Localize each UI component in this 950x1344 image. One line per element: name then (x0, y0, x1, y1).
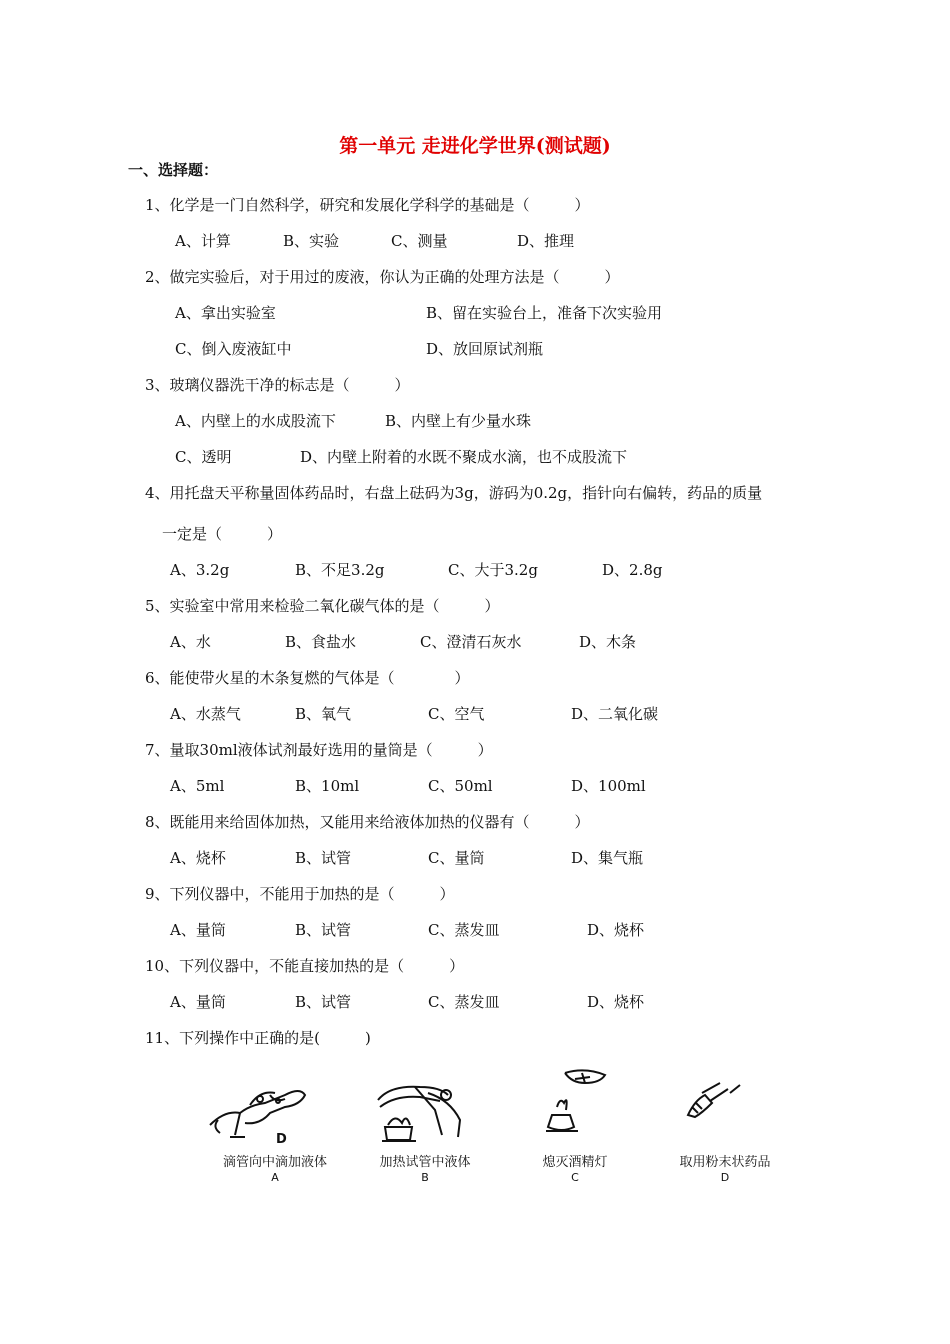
powder-reagent-illustration (640, 1065, 810, 1155)
figure-heating-test-tube (340, 1065, 510, 1195)
option: C、空气 (428, 705, 485, 723)
option: C、蒸发皿 (428, 993, 500, 1011)
figure-mark: D (276, 1132, 287, 1147)
figure-letter: B (421, 1171, 429, 1184)
question-stem: 5、实验室中常用来检验二氧化碳气体的是（ ） (145, 597, 500, 615)
option: B、实验 (283, 232, 340, 250)
option: C、蒸发皿 (428, 921, 500, 939)
option: A、3.2g (170, 561, 230, 579)
figure-powder-reagent (640, 1065, 810, 1195)
figure-caption: 滴管向中滴加液体 (222, 1155, 327, 1170)
option: D、木条 (579, 633, 637, 651)
option: A、计算 (175, 232, 231, 250)
figure-dropper (190, 1065, 360, 1195)
section-heading: 一、选择题： (128, 161, 219, 179)
figure-caption: 加热试管中液体 (379, 1155, 471, 1170)
alcohol-lamp-illustration (490, 1065, 660, 1155)
option: C、测量 (391, 232, 448, 250)
option: D、推理 (517, 232, 575, 250)
option: B、氧气 (295, 705, 352, 723)
question-stem: 1、化学是一门自然科学，研究和发展化学科学的基础是（ ） (145, 196, 590, 214)
option: B、内壁上有少量水珠 (385, 412, 532, 430)
page-title: 第一单元 走进化学世界(测试题) (339, 135, 611, 157)
option: A、水蒸气 (170, 705, 241, 723)
option: A、5ml (170, 777, 225, 795)
test-tube-heating-illustration (340, 1065, 510, 1155)
option: C、澄清石灰水 (420, 633, 522, 651)
option: B、留在实验台上，准备下次实验用 (426, 304, 663, 322)
option: A、烧杯 (170, 849, 226, 867)
option: C、倒入废液缸中 (175, 340, 292, 358)
option: D、二氧化碳 (571, 705, 659, 723)
option: D、100ml (571, 777, 646, 795)
option: A、内壁上的水成股流下 (175, 412, 336, 430)
option: D、烧杯 (587, 993, 645, 1011)
option: B、10ml (295, 777, 360, 795)
option: B、食盐水 (285, 633, 357, 651)
question-stem: 9、下列仪器中，不能用于加热的是（ ） (145, 885, 455, 903)
figure-caption: 熄灭酒精灯 (542, 1155, 608, 1170)
figure-extinguish-lamp (490, 1065, 660, 1195)
question-stem: 3、玻璃仪器洗干净的标志是（ ） (145, 376, 410, 394)
option: C、量筒 (428, 849, 485, 867)
option: C、50ml (428, 777, 493, 795)
option: D、集气瓶 (571, 849, 644, 867)
figure-letter: D (720, 1171, 730, 1184)
question-stem: 7、量取30ml液体试剂最好选用的量筒是（ ） (145, 741, 493, 759)
option: B、试管 (295, 993, 352, 1011)
question-stem: 2、做完实验后，对于用过的废液，你认为正确的处理方法是（ ） (145, 268, 620, 286)
option: C、大于3.2g (448, 561, 538, 579)
dropper-illustration (190, 1065, 360, 1155)
option: A、量筒 (170, 921, 226, 939)
option: C、透明 (175, 448, 232, 466)
option: D、2.8g (602, 561, 663, 579)
question-stem: 8、既能用来给固体加热，又能用来给液体加热的仪器有（ ） (145, 813, 590, 831)
option: D、放回原试剂瓶 (426, 340, 544, 358)
figure-caption: 取用粉末状药品 (679, 1155, 771, 1170)
option: A、拿出实验室 (175, 304, 276, 322)
option: D、内壁上附着的水既不聚成水滴，也不成股流下 (300, 448, 628, 466)
question-stem-continued: 一定是（ ） (162, 525, 283, 543)
question-stem: 10、下列仪器中，不能直接加热的是（ ） (145, 957, 465, 975)
question-stem: 6、能使带火星的木条复燃的气体是（ ） (145, 669, 470, 687)
option: B、不足3.2g (295, 561, 385, 579)
option: B、试管 (295, 921, 352, 939)
question-stem: 4、用托盘天平称量固体药品时，右盘上砝码为3g，游码为0.2g，指针向右偏转，药品的质量 (145, 484, 763, 502)
figure-letter: C (571, 1171, 579, 1184)
figure-letter: A (271, 1171, 279, 1184)
option: A、量筒 (170, 993, 226, 1011)
option: D、烧杯 (587, 921, 645, 939)
question-stem: 11、下列操作中正确的是( ) (145, 1029, 371, 1047)
option: B、试管 (295, 849, 352, 867)
option: A、水 (170, 633, 211, 651)
